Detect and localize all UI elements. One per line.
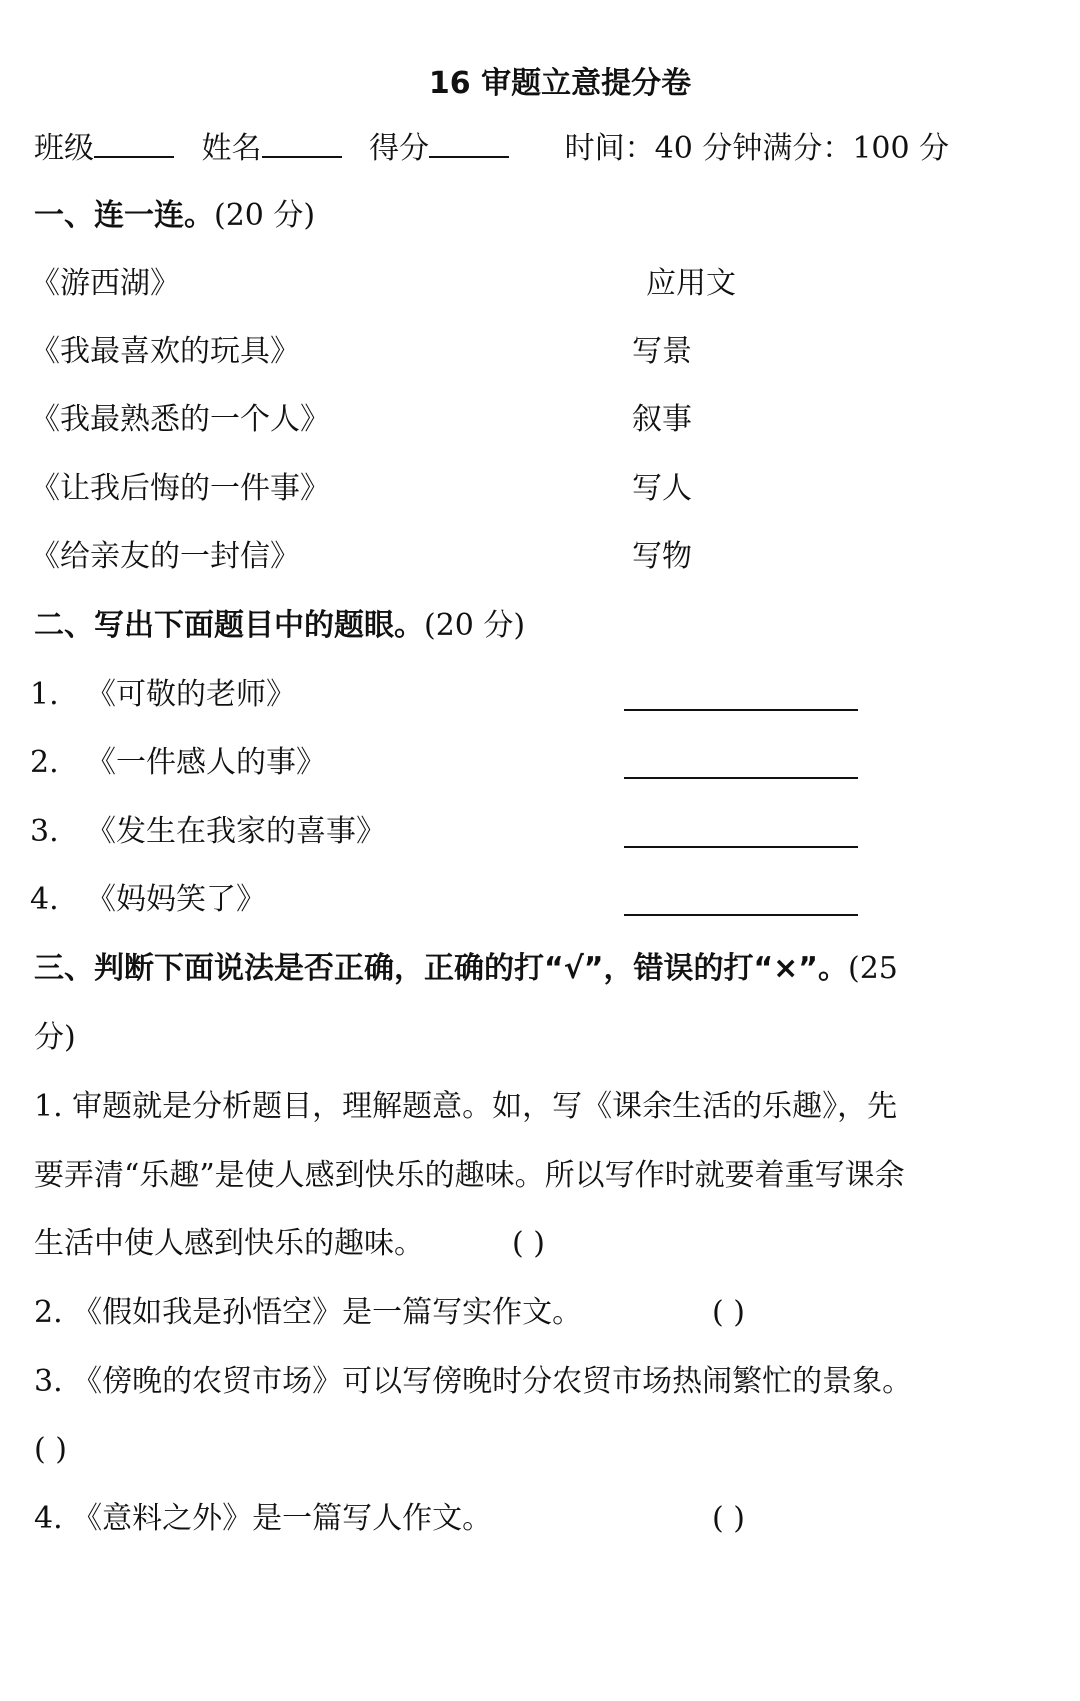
section2-heading: 二、写出下面题目中的题眼。(20 分) [34,608,526,643]
answer-line[interactable] [624,846,858,848]
match-right-item[interactable]: 应用文 [646,266,736,301]
judge-item-1-line3: 生活中使人感到快乐的趣味。 [34,1226,424,1261]
time-info: 时间：40 分钟满分：100 分 [564,131,950,166]
keyword-item: 4. 《妈妈笑了》 [30,882,266,917]
section1-heading: 一、连一连。(20 分) [34,198,316,233]
match-left-item[interactable]: 《让我后悔的一件事》 [30,471,330,506]
judge-item-1-line2: 要弄清“乐趣”是使人感到快乐的趣味。所以写作时就要着重写课余 [34,1158,905,1193]
class-label: 班级 [34,131,94,166]
match-left-item[interactable]: 《给亲友的一封信》 [30,539,300,574]
student-info-row [34,128,1046,169]
name-field[interactable] [262,128,342,158]
keyword-item: 3. 《发生在我家的喜事》 [30,814,386,849]
match-left-item[interactable]: 《游西湖》 [30,266,180,301]
judge-item-2: 2. 《假如我是孙悟空》是一篇写实作文。 [34,1295,583,1330]
judge-item-4: 4. 《意料之外》是一篇写人作文。 [34,1501,493,1536]
answer-parentheses[interactable]: ( ) [712,1501,745,1536]
match-right-item[interactable]: 写景 [632,334,692,369]
section3-points-cont: 分) [34,1020,76,1055]
keyword-item: 1. 《可敬的老师》 [30,677,296,712]
answer-parentheses[interactable]: ( ) [34,1432,67,1467]
answer-line[interactable] [624,709,858,711]
answer-parentheses[interactable]: ( ) [512,1226,545,1261]
match-right-item[interactable]: 叙事 [632,402,692,437]
match-left-item[interactable]: 《我最熟悉的一个人》 [30,402,330,437]
answer-line[interactable] [624,914,858,916]
name-label: 姓名 [201,131,262,166]
section3-heading: 三、判断下面说法是否正确，正确的打“√”，错误的打“×”。(25 [34,951,898,986]
keyword-item: 2. 《一件感人的事》 [30,745,326,780]
score-label: 得分 [369,131,430,166]
answer-parentheses[interactable]: ( ) [712,1295,745,1330]
match-left-item[interactable]: 《我最喜欢的玩具》 [30,334,300,369]
page-title: 16 审题立意提分卷 [428,66,692,101]
judge-item-1-line1: 1. 审题就是分析题目，理解题意。如，写《课余生活的乐趣》，先 [34,1089,898,1124]
answer-line[interactable] [624,777,858,779]
match-right-item[interactable]: 写人 [632,471,692,506]
match-right-item[interactable]: 写物 [632,539,692,574]
score-field[interactable] [429,128,509,158]
class-field[interactable] [94,128,174,158]
judge-item-3: 3. 《傍晚的农贸市场》可以写傍晚时分农贸市场热闹繁忙的景象。 [34,1364,913,1399]
